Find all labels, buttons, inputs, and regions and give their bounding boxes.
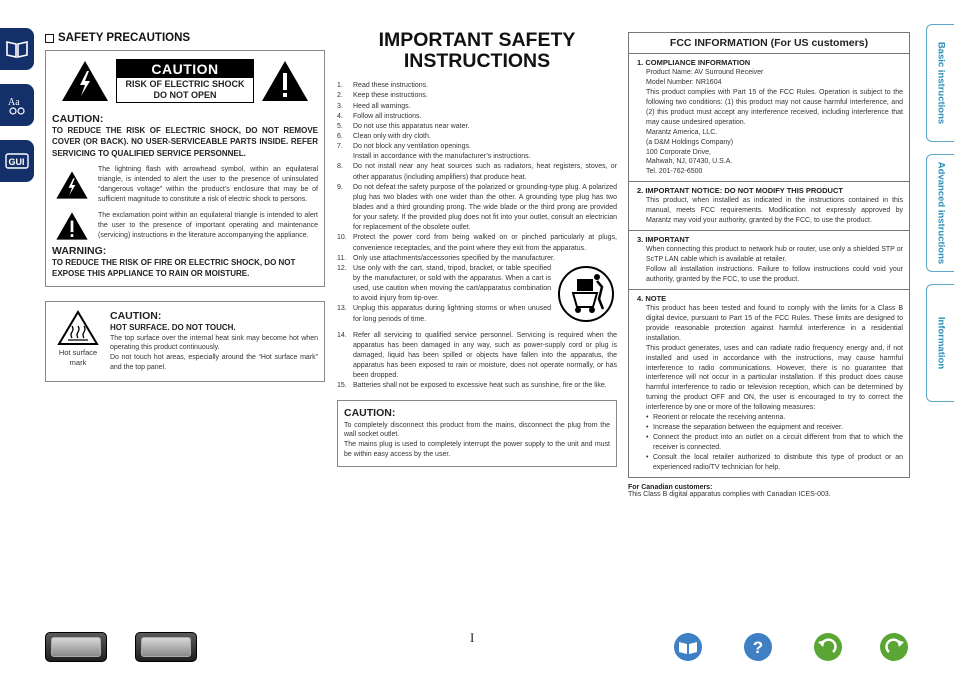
cart-instructions — [337, 264, 617, 325]
list-item: 1. Read these instructions. — [337, 82, 429, 90]
cart-warning-icon — [557, 265, 615, 323]
tab-label: Information — [935, 316, 946, 370]
nav-font-button[interactable] — [0, 84, 34, 126]
list-item: • Increase the separation between the equipment and receiver. — [646, 424, 843, 432]
list-item: 13. Unplug this apparatus during lightning storms or when unused for long periods of time. — [337, 305, 551, 323]
warning-text: TO REDUCE THE RISK OF FIRE OR ELECTRIC SHOCK, DO NOT EXPOSE THIS APPLIANCE TO RAIN OR MOISTURE. — [52, 257, 296, 279]
receiver-rear-icon — [141, 637, 191, 657]
left-nav — [0, 28, 36, 196]
nav-gui-button[interactable] — [0, 140, 34, 182]
exclamation-triangle-icon — [260, 59, 310, 103]
fcc-compliance: 1. COMPLIANCE INFORMATION Product Name: AV Surround Receiver Model Number: NR1604 This product complies with Part 15 of the FCC Rules. Operation is subject to the following two conditions: (1) this product may not cause harmful interference, and (2) this product must accept any interference received, including interference that may cause undesired operation. Marantz America, LLC. (a D&M Holdings Company) 100 Corporate Drive, Mahwah, NJ, 07430, U.S.A. Tel. 201-762-6500 — [629, 54, 909, 182]
list-item: 9. Do not defeat the safety purpose of the polarized or grounding-type plug. A polarized plug has two blades with one wider than the other. A grounding type plug has two blades and a third grounding prong. The wide blade or the third prong are provided for your safety. If the provided plug does not fit into your outlet, consult an electrician for replacement of the obsolete outlet. — [337, 183, 617, 232]
fcc-note: 4. NOTE This product has been tested and found to comply with the limits for a Class B digital device, pursuant to Part 15 of the FCC Rules. These limits are designed to provide reasonable protection against harmful interference in a residential installation. This product generates, uses and can radiate radio frequency energy and, if not installed and used in accordance with the instructions, may cause harmful interference to radio communications. However, there is no guarantee that interference will not occur in a particular installation. If this product does cause harmful interference to radio or television reception, which can be determined by turning the product OFF and ON, the user is encouraged to try to correct the interference by one or more of the following measures: • Reorient or relocate the receiving antenna. • Increase the separation between the equipment and receiver. • Connect the product into an outlet on a circuit different from that to which the receiver is connected. • Consult the local retailer authorized to distribute this type of product or an experienced radio/TV technician for help. — [637, 293, 903, 471]
svg-text:GUI: GUI — [8, 157, 25, 167]
fcc-bullet-list — [646, 413, 903, 473]
list-item: 12. Use only with the cart, stand, tripod, bracket, or table specified by the manufacturer, or sold with the apparatus. When a cart is used, use caution when moving the cart/apparatus combination to avoid injury from tip-over. — [337, 264, 551, 303]
disconnect-caution-box: CAUTION: To completely disconnect this product from the mains, disconnect the plug from the wall socket outlet. The mains plug is used to completely interrupt the power supply to the unit and must be within easy access by the user. — [337, 400, 617, 468]
tab-label: Advanced instructions — [935, 161, 946, 265]
bullet-icon: • — [646, 434, 649, 442]
hot-surface-icon — [57, 310, 99, 346]
list-item: 7. Do not block any ventilation openings. — [337, 143, 471, 151]
fcc-important-notice: 2. IMPORTANT NOTICE: DO NOT MODIFY THIS PRODUCT This product, when installed as indicated in the instructions contained in this manual, meets FCC requirements. Modification not expressly approved by Marantz may void your authority, granted by the FCC, to use the product. — [629, 182, 909, 231]
font-icon — [4, 92, 30, 118]
list-item: • Reorient or relocate the receiving antenna. — [646, 414, 786, 422]
forward-icon — [879, 632, 909, 662]
instructions-list — [337, 331, 617, 392]
fcc-column — [628, 32, 910, 498]
page-title: IMPORTANT SAFETY INSTRUCTIONS — [378, 29, 576, 72]
safety-title: SAFETY PRECAUTIONS — [45, 32, 325, 44]
tab-label: Basic instructions — [935, 41, 946, 125]
tab-advanced-instructions[interactable] — [926, 154, 954, 272]
hot-caution-subheading: HOT SURFACE. DO NOT TOUCH. — [110, 322, 236, 332]
bullet-icon: • — [646, 414, 649, 422]
list-item: 8. Do not install near any heat sources such as radiators, heat registers, stoves, or other apparatus (including amplifiers) that produce heat. — [337, 163, 617, 181]
back-button[interactable] — [813, 632, 843, 662]
svg-text:Aa: Aa — [8, 97, 20, 108]
lightning-explanation: The lightning flash with arrowhead symbol, within an equilateral triangle, is intended to alert the user to the presence of uninsulated “dangerous voltage” within the product’s enclosure that may be of sufficient magnitude to constitute a risk of electric shock to persons. — [52, 165, 318, 205]
list-item: • Consult the local retailer authorized to distribute this type of product or an experienced radio/TV technician for help. — [646, 453, 903, 471]
list-item: 3. Heed all warnings. — [337, 102, 411, 110]
fcc-title: FCC INFORMATION (For US customers) — [629, 33, 909, 54]
list-item: 5. Do not use this apparatus near water. — [337, 122, 470, 130]
list-item: 14. Refer all servicing to qualified service personnel. Servicing is required when the apparatus has been damaged in any way, such as power-supply cord or plug is damaged, liquid has been spilled or objects have fallen into the apparatus, the apparatus has been exposed to rain or moisture, does not operate normally, or has been dropped. — [337, 331, 617, 380]
back-icon — [813, 632, 843, 662]
forward-button[interactable] — [879, 632, 909, 662]
list-item: 11. Only use attachments/accessories specified by the manufacturer. — [337, 254, 555, 262]
list-item: • Connect the product into an outlet on a circuit different from that to which the receiver is connected. — [646, 434, 903, 451]
lightning-triangle-icon — [60, 59, 110, 103]
instructions-list — [337, 81, 617, 264]
hot-surface-box: Hot surface mark CAUTION: HOT SURFACE. DO NOT TOUCH. The top surface over the internal heat sink may become hot when operating this product continuously. Do not touch hot areas, especially around the “Hot surface mark” and the top panel. — [45, 301, 325, 383]
warning-heading: WARNING: — [52, 244, 107, 257]
list-item: 4. Follow all instructions. — [337, 112, 422, 120]
lightning-triangle-icon — [55, 170, 89, 200]
caution-label: CAUTION RISK OF ELECTRIC SHOCK DO NOT OPEN — [116, 59, 254, 103]
fcc-important: 3. IMPORTANT When connecting this product to network hub or router, use only a shielded STP or ScTP LAN cable which is available at retailer. Follow all installation instructions. Failure to follow instructions could void your authority, granted by the FCC, to use the product. — [629, 231, 909, 290]
help-icon — [743, 632, 773, 662]
list-item: 15. Batteries shall not be exposed to excessive heat such as sunshine, fire or the like. — [337, 382, 607, 390]
instructions-list — [337, 264, 551, 325]
disconnect-caution-heading: CAUTION: — [344, 406, 396, 419]
hot-caution-heading: CAUTION: — [110, 309, 162, 322]
right-tabs — [926, 24, 954, 414]
list-item: Install in accordance with the manufacturer’s instructions. — [353, 153, 531, 161]
remote-button[interactable] — [135, 632, 197, 662]
caution-text: TO REDUCE THE RISK OF ELECTRIC SHOCK, DO NOT REMOVE COVER (OR BACK). NO USER-SERVICEABLE PARTS INSIDE. REFER SERVICING TO QUALIFIED SERVICE PERSONNEL. — [52, 126, 318, 158]
book-icon — [673, 632, 703, 662]
tab-information[interactable] — [926, 284, 954, 402]
gui-icon — [4, 148, 30, 174]
svg-text:?: ? — [752, 638, 764, 657]
list-item: 10. Protect the power cord from being walked on or pinched particularly at plugs, convenience receptacles, and the point where they exit from the apparatus. — [337, 234, 617, 252]
canada-notice: For Canadian customers: This Class B digital apparatus complies with Canadian ICES-003. — [628, 483, 831, 498]
exclamation-explanation: The exclamation point within an equilateral triangle is intended to alert the user to the presence of important operating and maintenance (servicing) instructions in the literature accompanying the appliance. — [52, 211, 318, 241]
book-icon — [4, 36, 30, 62]
checkbox-icon — [45, 34, 54, 43]
important-column — [337, 30, 617, 467]
hot-surface-mark: Hot surface mark — [52, 310, 104, 374]
list-item: 2. Keep these instructions. — [337, 92, 428, 100]
bullet-icon: • — [646, 424, 649, 432]
list-item: 6. Clean only with dry cloth. — [337, 133, 431, 141]
safety-column — [45, 32, 325, 382]
caution-label-row — [52, 57, 318, 109]
exclamation-triangle-icon — [55, 211, 89, 241]
bullet-icon: • — [646, 453, 649, 461]
receiver-front-icon — [51, 637, 101, 657]
nav-book-button[interactable] — [0, 28, 34, 70]
fcc-box — [628, 32, 910, 478]
safety-box — [45, 50, 325, 287]
tab-basic-instructions[interactable] — [926, 24, 954, 142]
contents-button[interactable] — [673, 632, 703, 662]
help-button[interactable] — [743, 632, 773, 662]
front-panel-button[interactable] — [45, 632, 107, 662]
caution-heading: CAUTION: — [52, 113, 104, 125]
page-number: I — [470, 630, 475, 645]
